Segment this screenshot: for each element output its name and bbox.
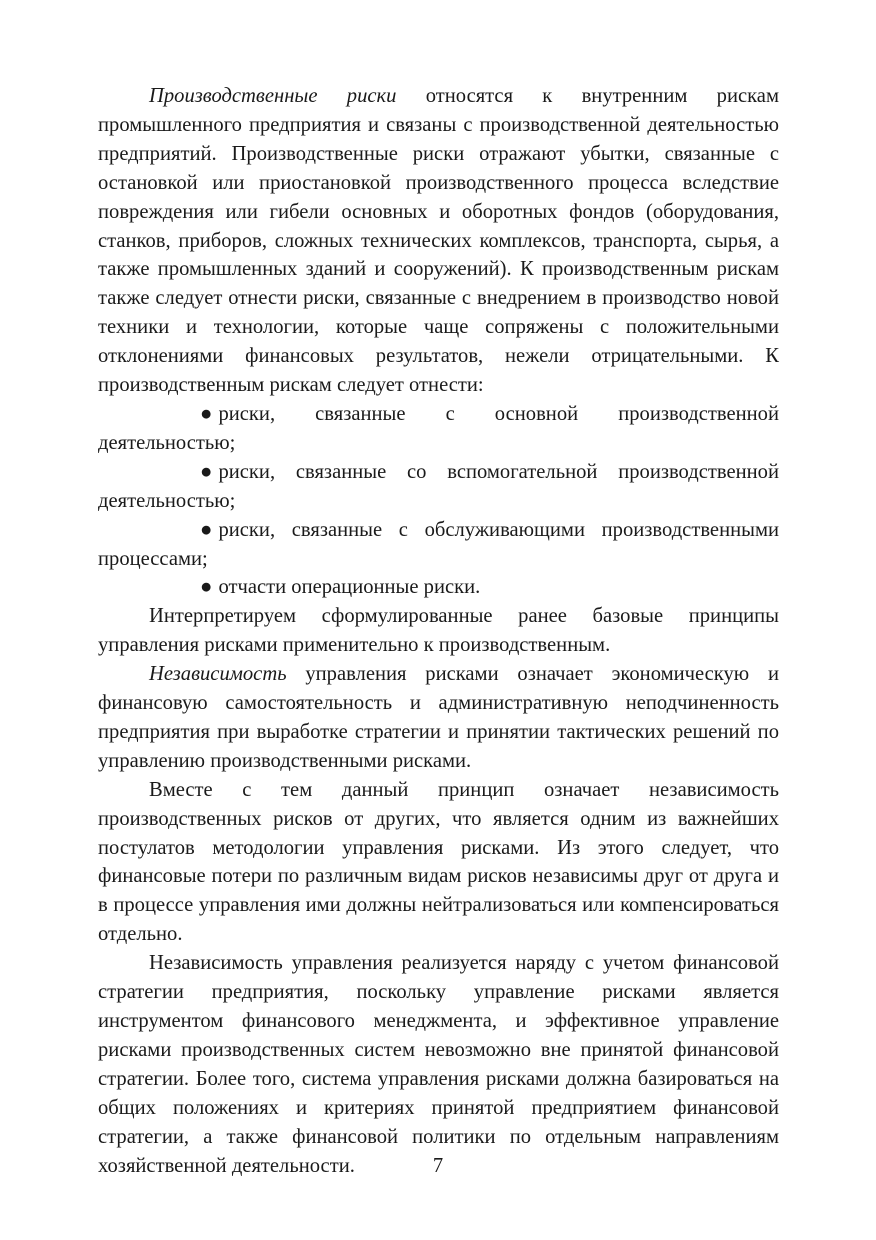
- page-number: 7: [432, 1155, 444, 1177]
- list-item-text: риски, связанные со вспомогательной производственной деятельностью;: [98, 460, 779, 512]
- list-item-text: риски, связанные с основной производственной деятельностью;: [98, 402, 779, 454]
- term-production-risks: Производственные риски: [149, 85, 397, 107]
- list-item-text: риски, связанные с обслуживающими производственными процессами;: [98, 518, 779, 570]
- paragraph-independence-principle: Вместе с тем данный принцип означает независимость производственных рисков от других, что является одним из важнейших постулатов методологии управления рисками. Из этого следует, что финансовые потери по различным видам рисков независимы друг от друга и в процессе управления ими должны нейтрализоваться или компенсироваться отдельно.: [98, 778, 779, 946]
- risk-list: [98, 400, 779, 602]
- bullet-icon: ●: [200, 576, 213, 599]
- bullet-icon: ●: [200, 460, 213, 483]
- list-item: [98, 400, 779, 458]
- term-independence: Независимость: [149, 663, 287, 686]
- paragraph-financial-strategy: Независимость управления реализуется наряду с учетом финансовой стратегии предприятия, поскольку управление рисками является инструментом финансового менеджмента, и эффективное управление рисками производственных систем невозможно вне принятой финансовой стратегии. Более того, система управления рисками должна базироваться на общих положениях и критериях принятой предприятием финансовой стратегии, а также финансовой политики по отдельным направлениям хозяйственной деятельности.: [98, 952, 779, 1177]
- paragraph-production-risks: [98, 82, 779, 400]
- paragraph-text: относятся к внутренним рискам промышленного предприятия и связаны с производственной деятельностью предприятий. Производственные риски отражают убытки, связанные с остановкой или приостановкой производственного процесса вследствие повреждения или гибели основных и оборотных фондов (оборудования, станков, приборов, сложных технических комплексов, транспорта, сырья, а также промышленных зданий и сооружений). К производственным рискам также следует отнести риски, связанные с внедрением в производство новой техники и технологии, которые чаще сопряжены с положительными отклонениями финансовых результатов, нежели отрицательными. К производственным рискам следует отнести:: [98, 85, 779, 397]
- paragraph-independence: [98, 660, 779, 776]
- paragraph-text: управления рисками означает экономическую и финансовую самостоятельность и административную неподчиненность предприятия при выработке стратегии и принятии тактических решений по управлению производственными рисками.: [98, 663, 779, 772]
- list-item: [98, 573, 779, 602]
- paragraph-interpretation: Интерпретируем сформулированные ранее базовые принципы управления рисками применительно к производственным.: [98, 605, 779, 657]
- page-body: [98, 82, 779, 1180]
- bullet-icon: ●: [200, 402, 213, 425]
- bullet-icon: ●: [200, 518, 213, 541]
- list-item: [98, 458, 779, 516]
- list-item: [98, 516, 779, 574]
- list-item-text: отчасти операционные риски.: [218, 576, 481, 599]
